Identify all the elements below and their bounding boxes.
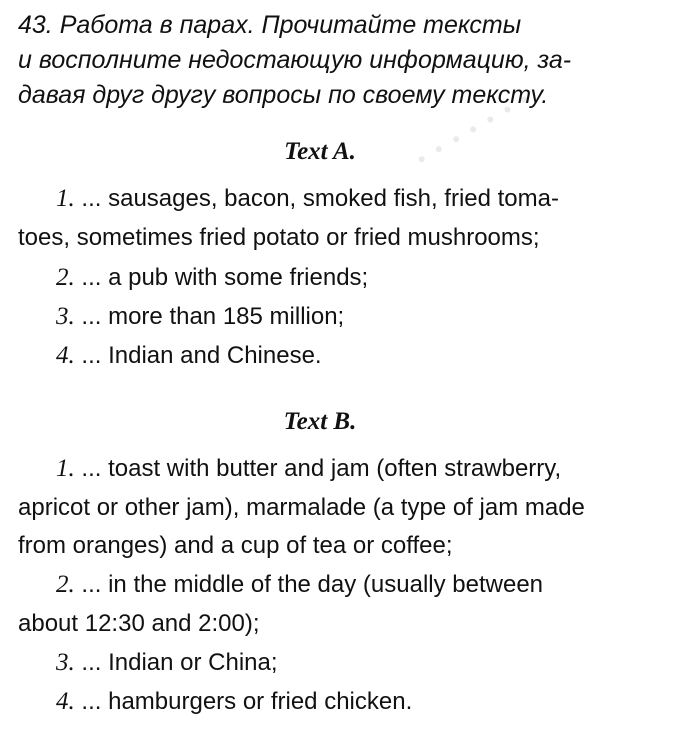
item-number: 2. bbox=[56, 571, 75, 598]
watermark: • • • • • • • bbox=[412, 85, 537, 172]
text-b-item-2 bbox=[18, 566, 630, 643]
task-instruction bbox=[18, 8, 658, 113]
item-line bbox=[18, 180, 630, 219]
item-text: ... Indian and Chinese. bbox=[81, 342, 322, 369]
item-line bbox=[18, 566, 630, 605]
item-text: ... more than 185 million; bbox=[81, 303, 345, 330]
text-a-item-2 bbox=[18, 259, 630, 298]
item-line bbox=[18, 450, 630, 489]
item-text: ... hamburgers or fried chicken. bbox=[81, 688, 413, 715]
item-text: ... in the middle of the day (usually between bbox=[81, 571, 544, 598]
text-a-item-3 bbox=[18, 298, 630, 337]
item-text: ... toast with butter and jam (often strawberry, bbox=[81, 455, 562, 482]
item-line bbox=[18, 644, 630, 683]
text-a-item-4 bbox=[18, 337, 630, 376]
task-line: давая друг другу вопросы по своему тексту. bbox=[18, 81, 549, 109]
text-a-item-1 bbox=[18, 180, 630, 257]
text-b-item-4 bbox=[18, 683, 630, 722]
item-line: from oranges) and a cup of tea or coffee; bbox=[18, 532, 453, 559]
text-b-item-1 bbox=[18, 450, 630, 566]
item-number: 3. bbox=[56, 649, 75, 676]
section-heading-text-a: Text A. bbox=[284, 138, 356, 165]
item-text: ... sausages, bacon, smoked fish, fried toma- bbox=[81, 185, 559, 212]
item-number: 4. bbox=[56, 342, 75, 369]
item-number: 3. bbox=[56, 303, 75, 330]
item-line: apricot or other jam), marmalade (a type of jam made bbox=[18, 493, 585, 521]
item-line: about 12:30 and 2:00); bbox=[18, 609, 260, 637]
item-line bbox=[18, 337, 630, 376]
item-number: 1. bbox=[56, 185, 75, 212]
task-line: и восполните недостающую информацию, за- bbox=[18, 46, 572, 74]
item-line bbox=[18, 298, 630, 337]
item-number: 2. bbox=[56, 264, 75, 291]
item-number: 1. bbox=[56, 455, 75, 482]
task-line: 43. Работа в парах. Прочитайте тексты bbox=[18, 11, 522, 39]
item-line bbox=[18, 259, 630, 298]
item-text: ... a pub with some friends; bbox=[81, 264, 369, 291]
section-heading-text-b: Text B. bbox=[283, 408, 357, 435]
item-line: toes, sometimes fried potato or fried mushrooms; bbox=[18, 223, 540, 251]
text-b-item-3 bbox=[18, 644, 630, 683]
item-text: ... Indian or China; bbox=[81, 649, 278, 676]
item-line bbox=[18, 683, 630, 722]
item-number: 4. bbox=[56, 688, 75, 715]
